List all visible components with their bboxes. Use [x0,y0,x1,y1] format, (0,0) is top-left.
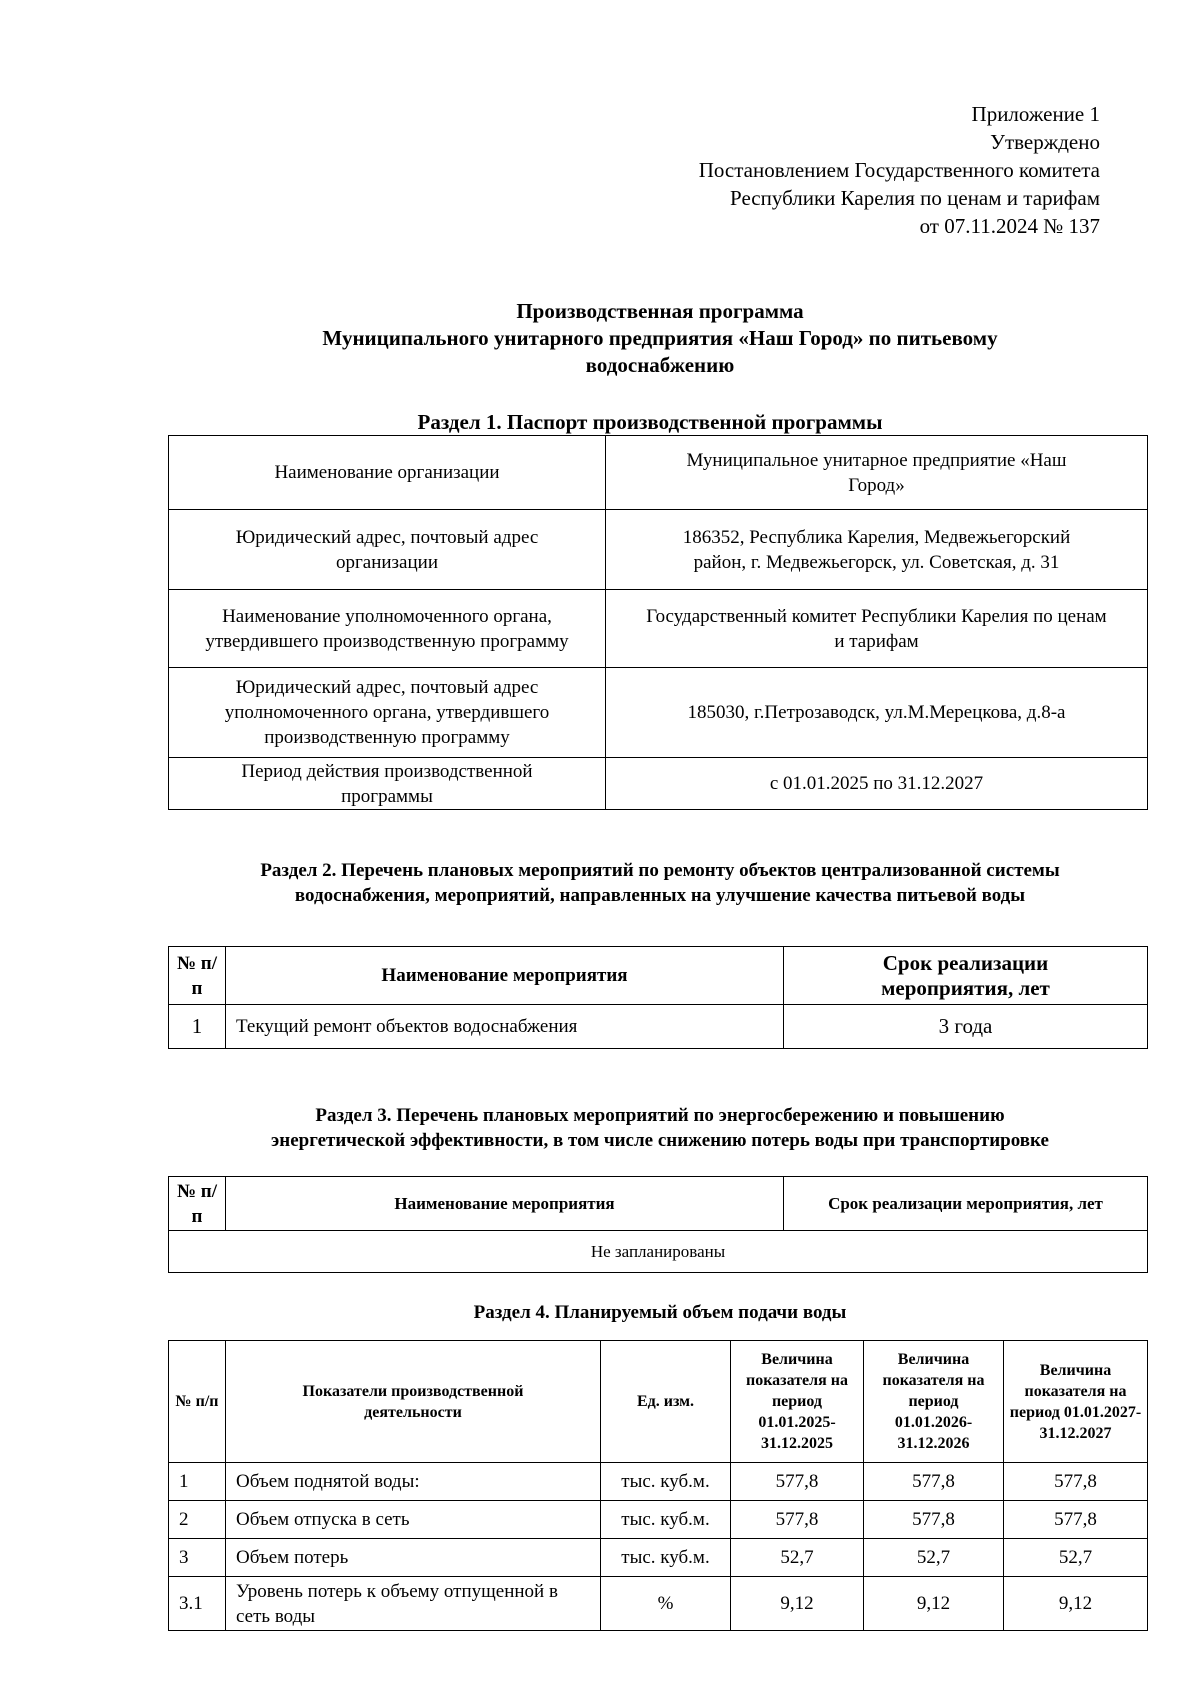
unit: тыс. куб.м. [601,1539,731,1577]
unit: % [601,1577,731,1631]
measure-name: Текущий ремонт объектов водоснабжения [226,1005,784,1049]
row-number: 1 [169,1005,226,1049]
value-2026: 577,8 [864,1463,1004,1501]
document-title [168,298,1152,379]
passport-value: Государственный комитет Республики Карелия по ценам и тарифам [606,590,1148,668]
approval-line-committee: Республики Карелия по ценам и тарифам [730,186,1100,210]
measures-table-section2 [168,946,1148,1049]
table-row [169,1231,1148,1273]
col-header-number: № п/п [169,1177,226,1231]
col-header-period-2027: Величина показателя на период 01.01.2027-31.12.2027 [1004,1341,1148,1463]
value-2027: 577,8 [1004,1501,1148,1539]
col-header-unit: Ед. изм. [601,1341,731,1463]
approval-line-date-number: от 07.11.2024 № 137 [919,214,1100,238]
table-row [169,1539,1148,1577]
empty-note: Не запланированы [169,1231,1148,1273]
value-2027: 9,12 [1004,1577,1148,1631]
indicator-name: Объем поднятой воды: [226,1463,601,1501]
title-line-1: Производственная программа [516,299,804,323]
indicator-name: Объем отпуска в сеть [226,1501,601,1539]
value-2026: 9,12 [864,1577,1004,1631]
passport-value: с 01.01.2025 по 31.12.2027 [606,758,1148,810]
value-2025: 9,12 [731,1577,864,1631]
title-line-2: Муниципального унитарного предприятия «Наш Город» по питьевому [322,326,998,350]
value-2025: 52,7 [731,1539,864,1577]
passport-label: Наименование уполномоченного органа, утвердившего производственную программу [169,590,606,668]
passport-label: Наименование организации [169,436,606,510]
table-header-row [169,947,1148,1005]
indicator-name: Объем потерь [226,1539,601,1577]
col-header-measure-name: Наименование мероприятия [226,947,784,1005]
section2-heading-line-2: водоснабжения, мероприятий, направленных на улучшение качества питьевой воды [294,885,1026,906]
measures-table-section3 [168,1176,1148,1273]
passport-label: Юридический адрес, почтовый адрес организации [169,510,606,590]
col-header-number: № п/п [169,1341,226,1463]
row-number: 3.1 [169,1577,226,1631]
passport-table [168,435,1148,810]
approval-line-appendix: Приложение 1 [971,102,1100,126]
table-row [169,668,1148,758]
indicator-name: Уровень потерь к объему отпущенной в сеть воды [226,1577,601,1631]
section3-heading [160,1103,1160,1153]
table-row [169,1577,1148,1631]
col-header-measure-name: Наименование мероприятия [226,1177,784,1231]
value-2027: 52,7 [1004,1539,1148,1577]
water-volume-table [168,1340,1148,1631]
value-2025: 577,8 [731,1501,864,1539]
row-number: 3 [169,1539,226,1577]
passport-label: Период действия производственной программы [169,758,606,810]
measure-term: 3 года [784,1005,1148,1049]
section2-heading [160,858,1160,908]
col-header-term: Срок реализации мероприятия, лет [784,947,1148,1005]
col-header-period-2025: Величина показателя на период 01.01.2025-31.12.2025 [731,1341,864,1463]
table-row [169,590,1148,668]
section3-heading-line-1: Раздел 3. Перечень плановых мероприятий по энергосбережению и повышению [315,1105,1005,1126]
section4-heading: Раздел 4. Планируемый объем подачи воды [473,1302,847,1323]
table-row [169,758,1148,810]
table-row [169,510,1148,590]
passport-value: 186352, Республика Карелия, Медвежьегорский район, г. Медвежьегорск, ул. Советская, д. 31 [606,510,1148,590]
section1-heading: Раздел 1. Паспорт производственной программы [417,410,883,434]
value-2027: 577,8 [1004,1463,1148,1501]
table-row [169,436,1148,510]
section2-heading-line-1: Раздел 2. Перечень плановых мероприятий по ремонту объектов централизованной системы [260,860,1060,881]
title-line-3: водоснабжению [585,353,735,377]
unit: тыс. куб.м. [601,1501,731,1539]
approval-block [699,100,1100,240]
value-2025: 577,8 [731,1463,864,1501]
col-header-term: Срок реализации мероприятия, лет [784,1177,1148,1231]
section3-heading-line-2: энергетической эффективности, в том числе снижению потерь воды при транспортировке [271,1130,1049,1151]
col-header-indicator: Показатели производственной деятельности [226,1341,601,1463]
passport-value: Муниципальное унитарное предприятие «Наш Город» [606,436,1148,510]
approval-line-resolution: Постановлением Государственного комитета [698,158,1100,182]
table-header-row [169,1341,1148,1463]
table-row [169,1463,1148,1501]
row-number: 1 [169,1463,226,1501]
passport-label: Юридический адрес, почтовый адрес уполномоченного органа, утвердившего производственную программу [169,668,606,758]
unit: тыс. куб.м. [601,1463,731,1501]
passport-value: 185030, г.Петрозаводск, ул.М.Мерецкова, д.8-а [606,668,1148,758]
value-2026: 577,8 [864,1501,1004,1539]
table-row [169,1005,1148,1049]
table-header-row [169,1177,1148,1231]
col-header-number: № п/п [169,947,226,1005]
approval-line-approved: Утверждено [990,130,1100,154]
table-row [169,1501,1148,1539]
col-header-period-2026: Величина показателя на период 01.01.2026-31.12.2026 [864,1341,1004,1463]
value-2026: 52,7 [864,1539,1004,1577]
row-number: 2 [169,1501,226,1539]
